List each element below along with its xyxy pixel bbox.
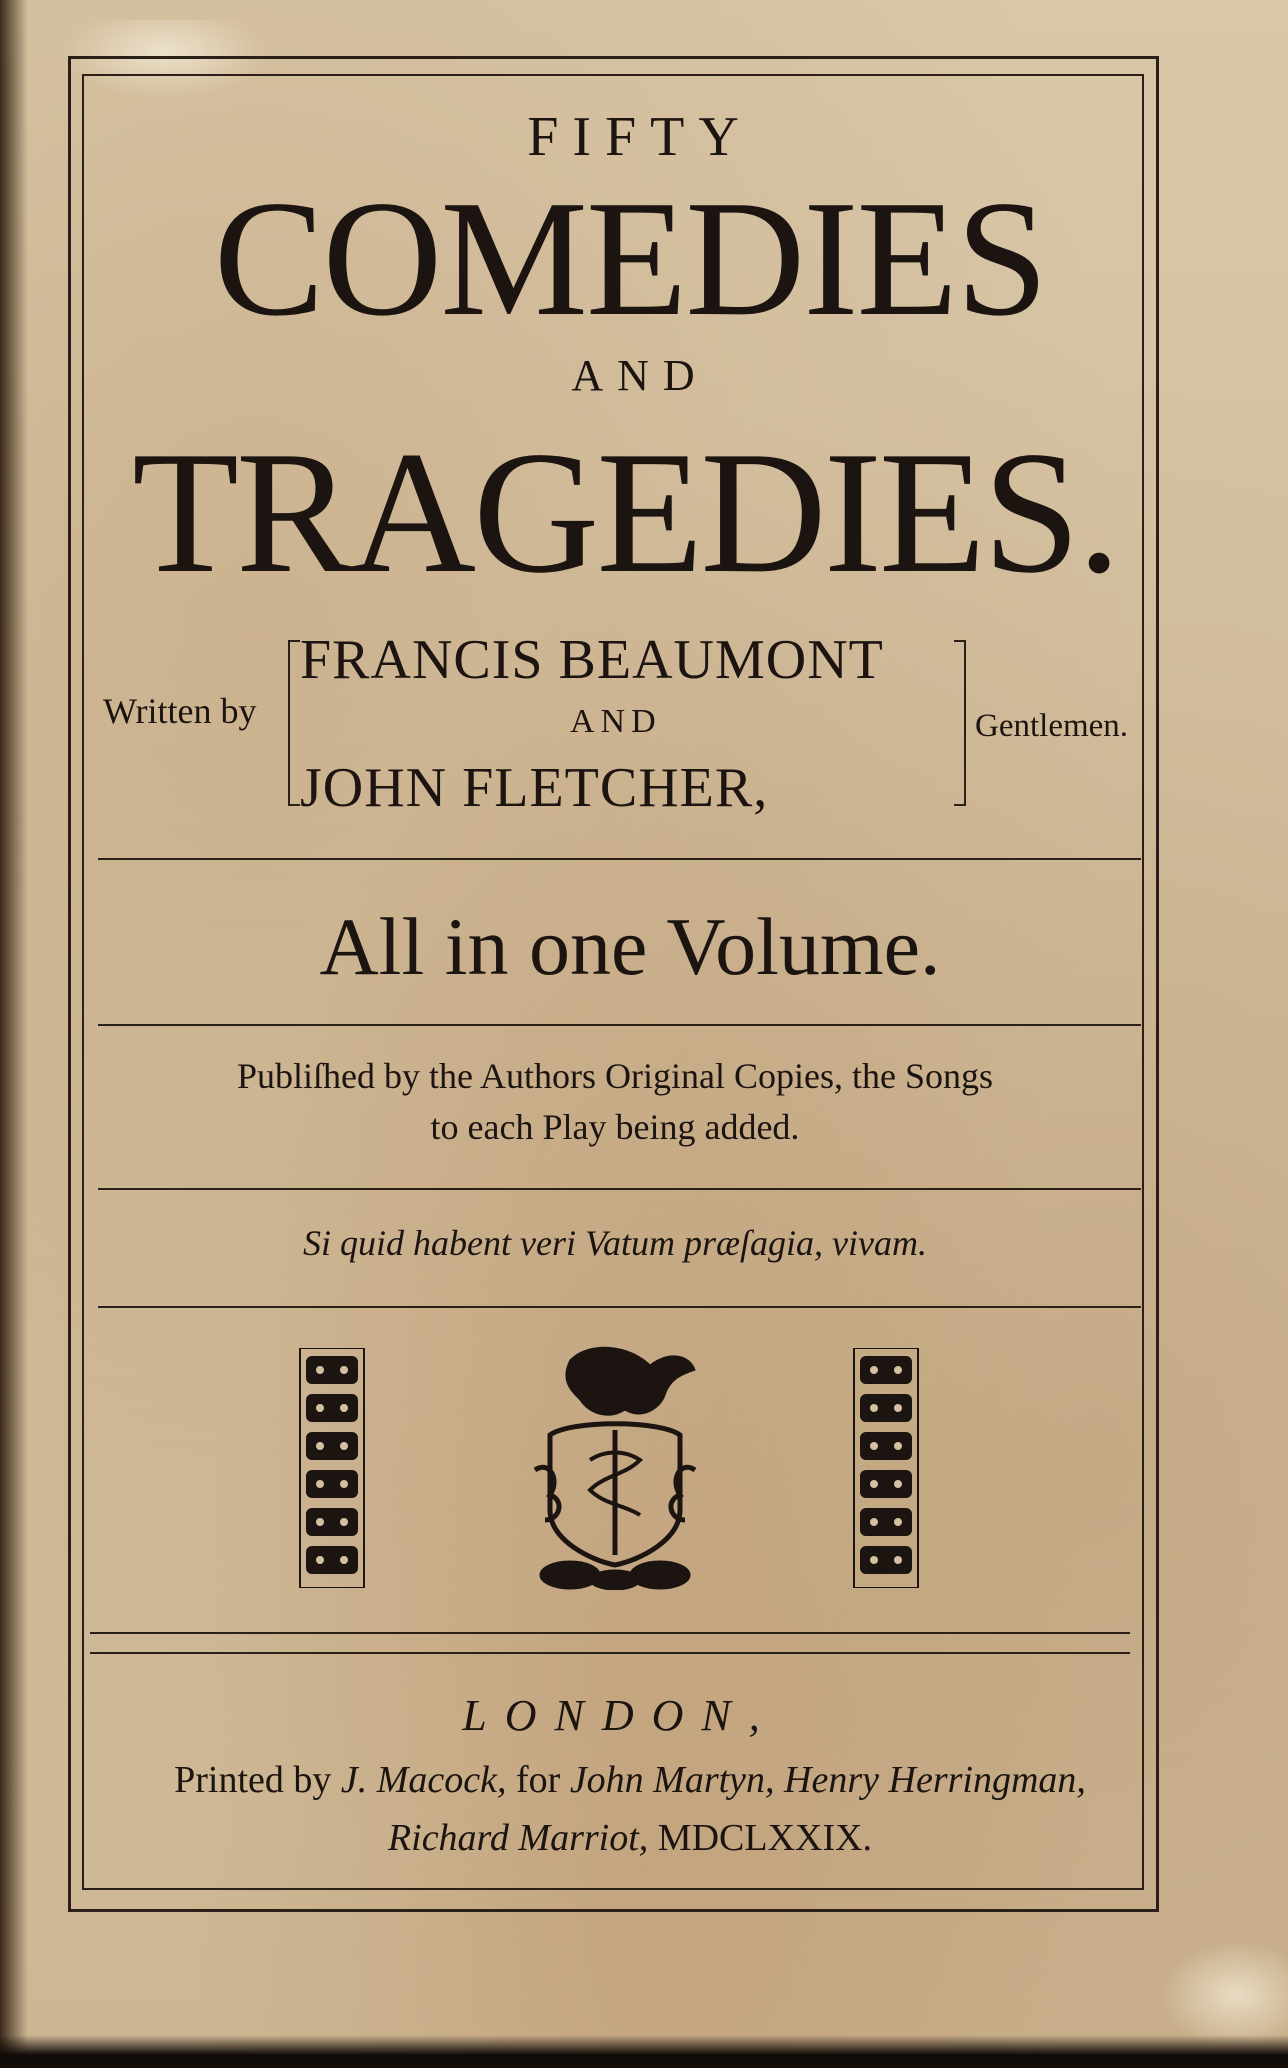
imprint-line-2 <box>110 1816 1150 1860</box>
pegasus-device-icon <box>530 1340 700 1590</box>
printed-by: Printed by <box>174 1759 332 1801</box>
rule <box>90 1652 1130 1654</box>
title-fifty: FIFTY <box>527 106 753 168</box>
authors-and: AND <box>570 703 662 740</box>
publication-line-2: to each Play being added. <box>430 1107 800 1147</box>
bookseller-marriot: Richard Marriot, <box>387 1817 649 1859</box>
for-word: for <box>516 1759 561 1801</box>
latin-motto: Si quid habent veri Vatum præſagia, vivam. <box>303 1223 927 1263</box>
left-bracket <box>288 640 300 806</box>
author-fletcher: JOHN FLETCHER, <box>300 757 769 819</box>
rule <box>98 1024 1141 1026</box>
rule <box>98 1306 1141 1308</box>
booksellers: John Martyn, Henry Herringman, <box>569 1759 1086 1801</box>
author-beaumont: FRANCIS BEAUMONT <box>300 629 884 691</box>
ornament-column-right-icon <box>850 1348 922 1588</box>
torn-corner <box>1160 1940 1288 2050</box>
publication-line-1: Publiſhed by the Authors Original Copies, the Songs <box>237 1056 993 1096</box>
page-edge-shadow <box>0 0 28 2068</box>
title-and: AND <box>571 351 709 400</box>
imprint-city: LONDON, <box>462 1691 778 1740</box>
printer-name: J. Macock, <box>340 1759 507 1801</box>
title-comedies: COMEDIES <box>213 166 1047 350</box>
gentlemen-label: Gentlemen. <box>975 708 1129 744</box>
right-bracket <box>954 640 966 806</box>
imprint-year: MDCLXXIX. <box>657 1817 873 1859</box>
page-edge-shadow <box>0 2035 1288 2068</box>
volume-heading: All in one Volume. <box>319 901 941 992</box>
rule <box>98 1188 1141 1190</box>
rule <box>90 1632 1130 1634</box>
rule <box>98 858 1141 860</box>
ornament-column-left-icon <box>296 1348 368 1588</box>
title-tragedies: TRAGEDIES. <box>132 415 1118 609</box>
imprint-line-1 <box>110 1758 1150 1802</box>
written-by-label: Written by <box>103 691 257 731</box>
